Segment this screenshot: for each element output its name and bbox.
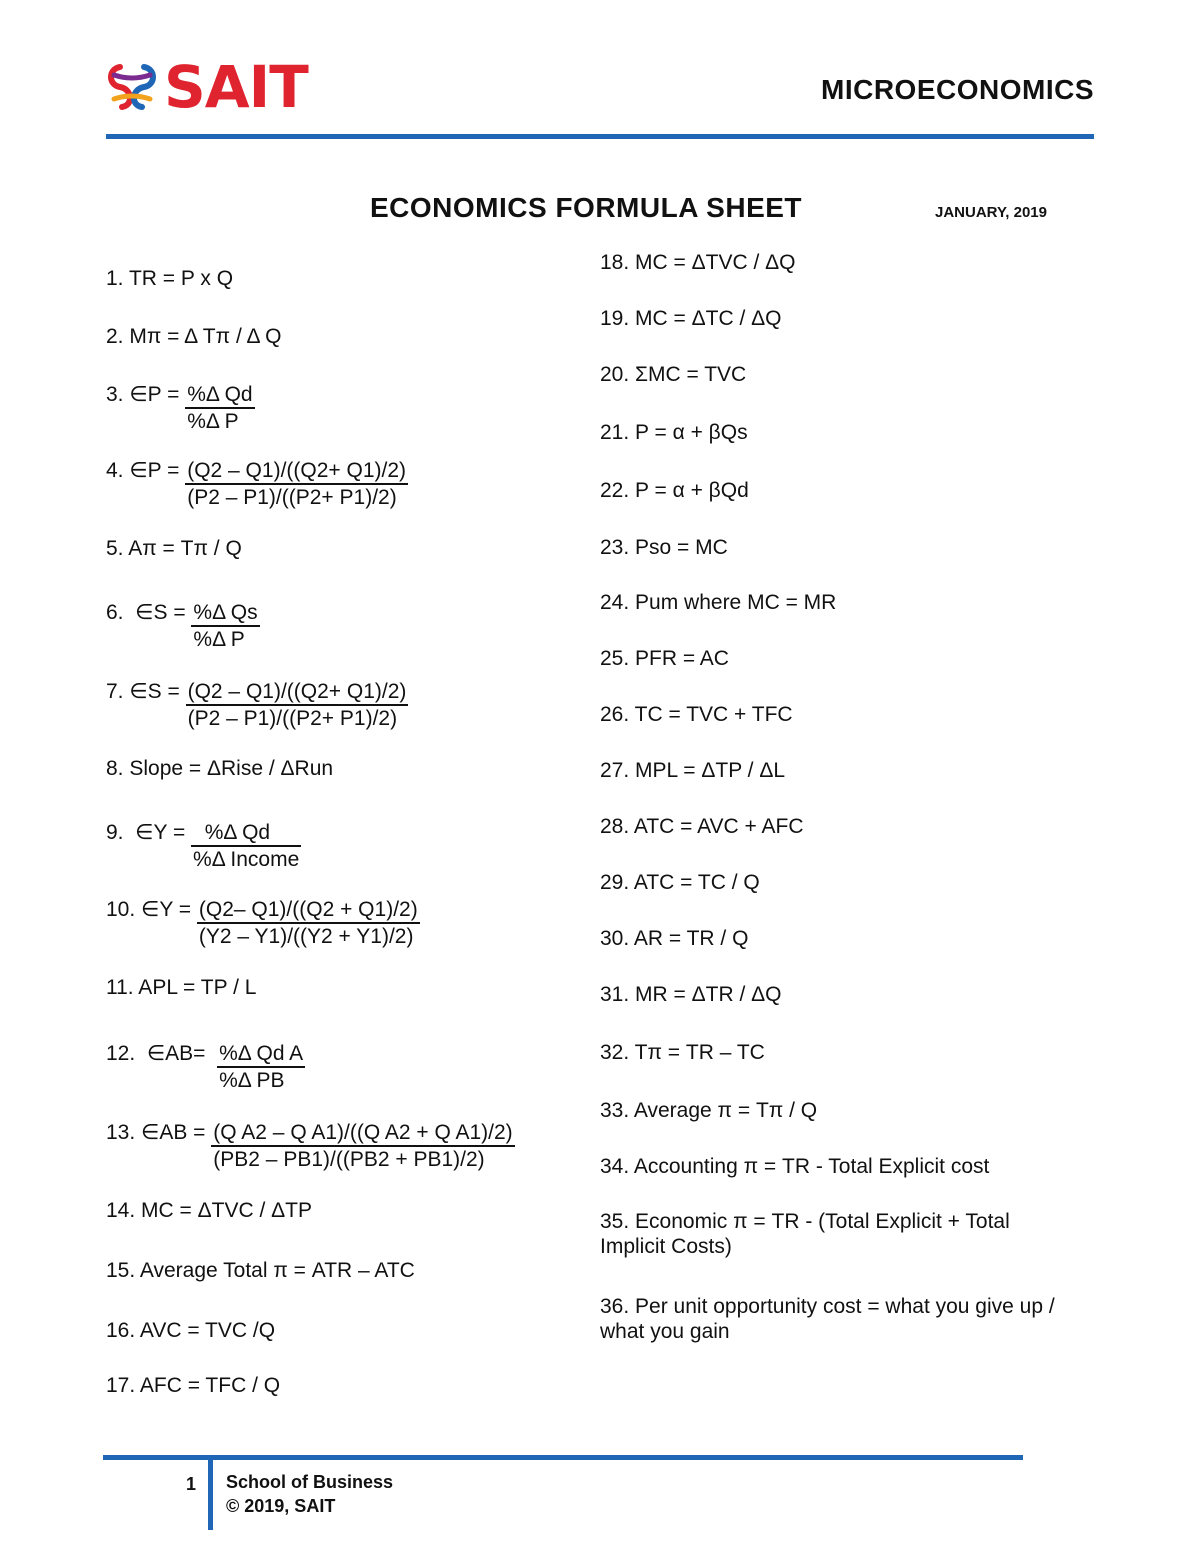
formula-left-16: 16. AVC = TVC /Q <box>106 1319 276 1342</box>
formula-left-4 <box>106 458 408 510</box>
logo-wordmark: SAIT <box>164 53 308 121</box>
fraction <box>191 600 259 652</box>
formula-left-5: 5. Aπ = Tπ / Q <box>106 537 242 560</box>
footer-vertical-rule <box>208 1458 213 1530</box>
fraction <box>186 679 409 731</box>
fraction <box>185 458 408 510</box>
formula-right-15: 32. Tπ = TR – TC <box>600 1041 765 1064</box>
formula-prefix: 12. ∈AB= <box>106 1042 218 1065</box>
fraction-numerator: %Δ Qd <box>191 820 301 847</box>
formula-right-14: 31. MR = ΔTR / ΔQ <box>600 983 782 1006</box>
fraction <box>197 897 420 949</box>
formula-prefix: 4. ∈P = <box>106 459 186 482</box>
formula-left-17: 17. AFC = TFC / Q <box>106 1374 281 1397</box>
formula-right-13: 30. AR = TR / Q <box>600 927 749 950</box>
formula-right-6: 23. Pso = MC <box>600 536 728 559</box>
formula-right-2: 19. MC = ΔTC / ΔQ <box>600 307 782 330</box>
formula-right-8: 25. PFR = AC <box>600 647 729 670</box>
fraction <box>191 820 301 872</box>
formula-prefix: 9. ∈Y = <box>106 821 192 844</box>
footer-divider <box>103 1455 1023 1460</box>
formula-right-16: 33. Average π = Tπ / Q <box>600 1099 818 1122</box>
formula-right-18: 35. Economic π = TR - (Total Explicit + Total Implicit Costs) <box>600 1210 1010 1258</box>
fraction-denominator: (Y2 – Y1)/((Y2 + Y1)/2) <box>198 925 414 948</box>
fraction-numerator: (Q2 – Q1)/((Q2+ Q1)/2) <box>185 458 408 485</box>
fraction-numerator: %Δ Qd <box>185 382 254 409</box>
fraction-numerator: %Δ Qs <box>191 600 259 627</box>
sait-logo <box>104 53 308 121</box>
formula-right-17: 34. Accounting π = TR - Total Explicit cost <box>600 1155 990 1178</box>
formula-left-3 <box>106 382 255 434</box>
page-number: 1 <box>186 1474 197 1494</box>
formula-right-3: 20. ΣMC = TVC <box>600 363 747 386</box>
fraction-denominator: (P2 – P1)/((P2+ P1)/2) <box>187 486 397 509</box>
formula-prefix: 10. ∈Y = <box>106 898 197 921</box>
fraction-numerator: %Δ Qd A <box>217 1041 305 1068</box>
course-title: MICROECONOMICS <box>821 74 1094 105</box>
formula-left-6 <box>106 600 260 652</box>
formula-right-11: 28. ATC = AVC + AFC <box>600 815 804 838</box>
formula-right-12: 29. ATC = TC / Q <box>600 871 760 894</box>
formula-left-10 <box>106 897 420 949</box>
formula-right-1: 18. MC = ΔTVC / ΔQ <box>600 251 796 274</box>
document-date: JANUARY, 2019 <box>935 204 1047 221</box>
formula-prefix: 7. ∈S = <box>106 680 186 703</box>
formula-right-4: 21. P = α + βQs <box>600 421 748 444</box>
fraction-denominator: %Δ P <box>193 628 245 651</box>
formula-prefix: 13. ∈AB = <box>106 1121 212 1144</box>
formula-left-1: 1. TR = P x Q <box>106 267 234 290</box>
document-title: ECONOMICS FORMULA SHEET <box>370 192 803 223</box>
fraction-numerator: (Q A2 – Q A1)/((Q A2 + Q A1)/2) <box>211 1120 514 1147</box>
header-divider <box>106 134 1094 139</box>
footer-copyright: © 2019, SAIT <box>226 1496 336 1516</box>
fraction-numerator: (Q2– Q1)/((Q2 + Q1)/2) <box>197 897 420 924</box>
formula-right-10: 27. MPL = ΔTP / ΔL <box>600 759 786 782</box>
fraction <box>211 1120 514 1172</box>
formula-left-9 <box>106 820 301 872</box>
sait-knot-icon <box>104 59 160 115</box>
fraction <box>217 1041 305 1093</box>
formula-left-8: 8. Slope = ΔRise / ΔRun <box>106 757 334 780</box>
formula-left-2: 2. Mπ = Δ Tπ / Δ Q <box>106 325 282 348</box>
formula-right-7: 24. Pum where MC = MR <box>600 591 837 614</box>
formula-left-14: 14. MC = ΔTVC / ΔTP <box>106 1199 313 1222</box>
fraction-denominator: (PB2 – PB1)/((PB2 + PB1)/2) <box>213 1148 485 1171</box>
formula-left-11: 11. APL = TP / L <box>106 976 257 999</box>
formula-left-15: 15. Average Total π = ATR – ATC <box>106 1259 415 1282</box>
formula-left-7 <box>106 679 408 731</box>
fraction-denominator: %Δ P <box>187 410 239 433</box>
fraction-numerator: (Q2 – Q1)/((Q2+ Q1)/2) <box>186 679 409 706</box>
fraction-denominator: %Δ PB <box>219 1069 285 1092</box>
formula-prefix: 3. ∈P = <box>106 383 186 406</box>
fraction-denominator: (P2 – P1)/((P2+ P1)/2) <box>187 707 398 730</box>
formula-right-9: 26. TC = TVC + TFC <box>600 703 793 726</box>
formula-right-19: 36. Per unit opportunity cost = what you give up / what you gain <box>600 1295 1055 1343</box>
fraction <box>185 382 254 434</box>
fraction-denominator: %Δ Income <box>193 848 300 871</box>
footer-school: School of Business <box>226 1472 394 1492</box>
formula-prefix: 6. ∈S = <box>106 601 192 624</box>
formula-right-5: 22. P = α + βQd <box>600 479 749 502</box>
formula-left-13 <box>106 1120 515 1172</box>
formula-left-12 <box>106 1041 305 1093</box>
